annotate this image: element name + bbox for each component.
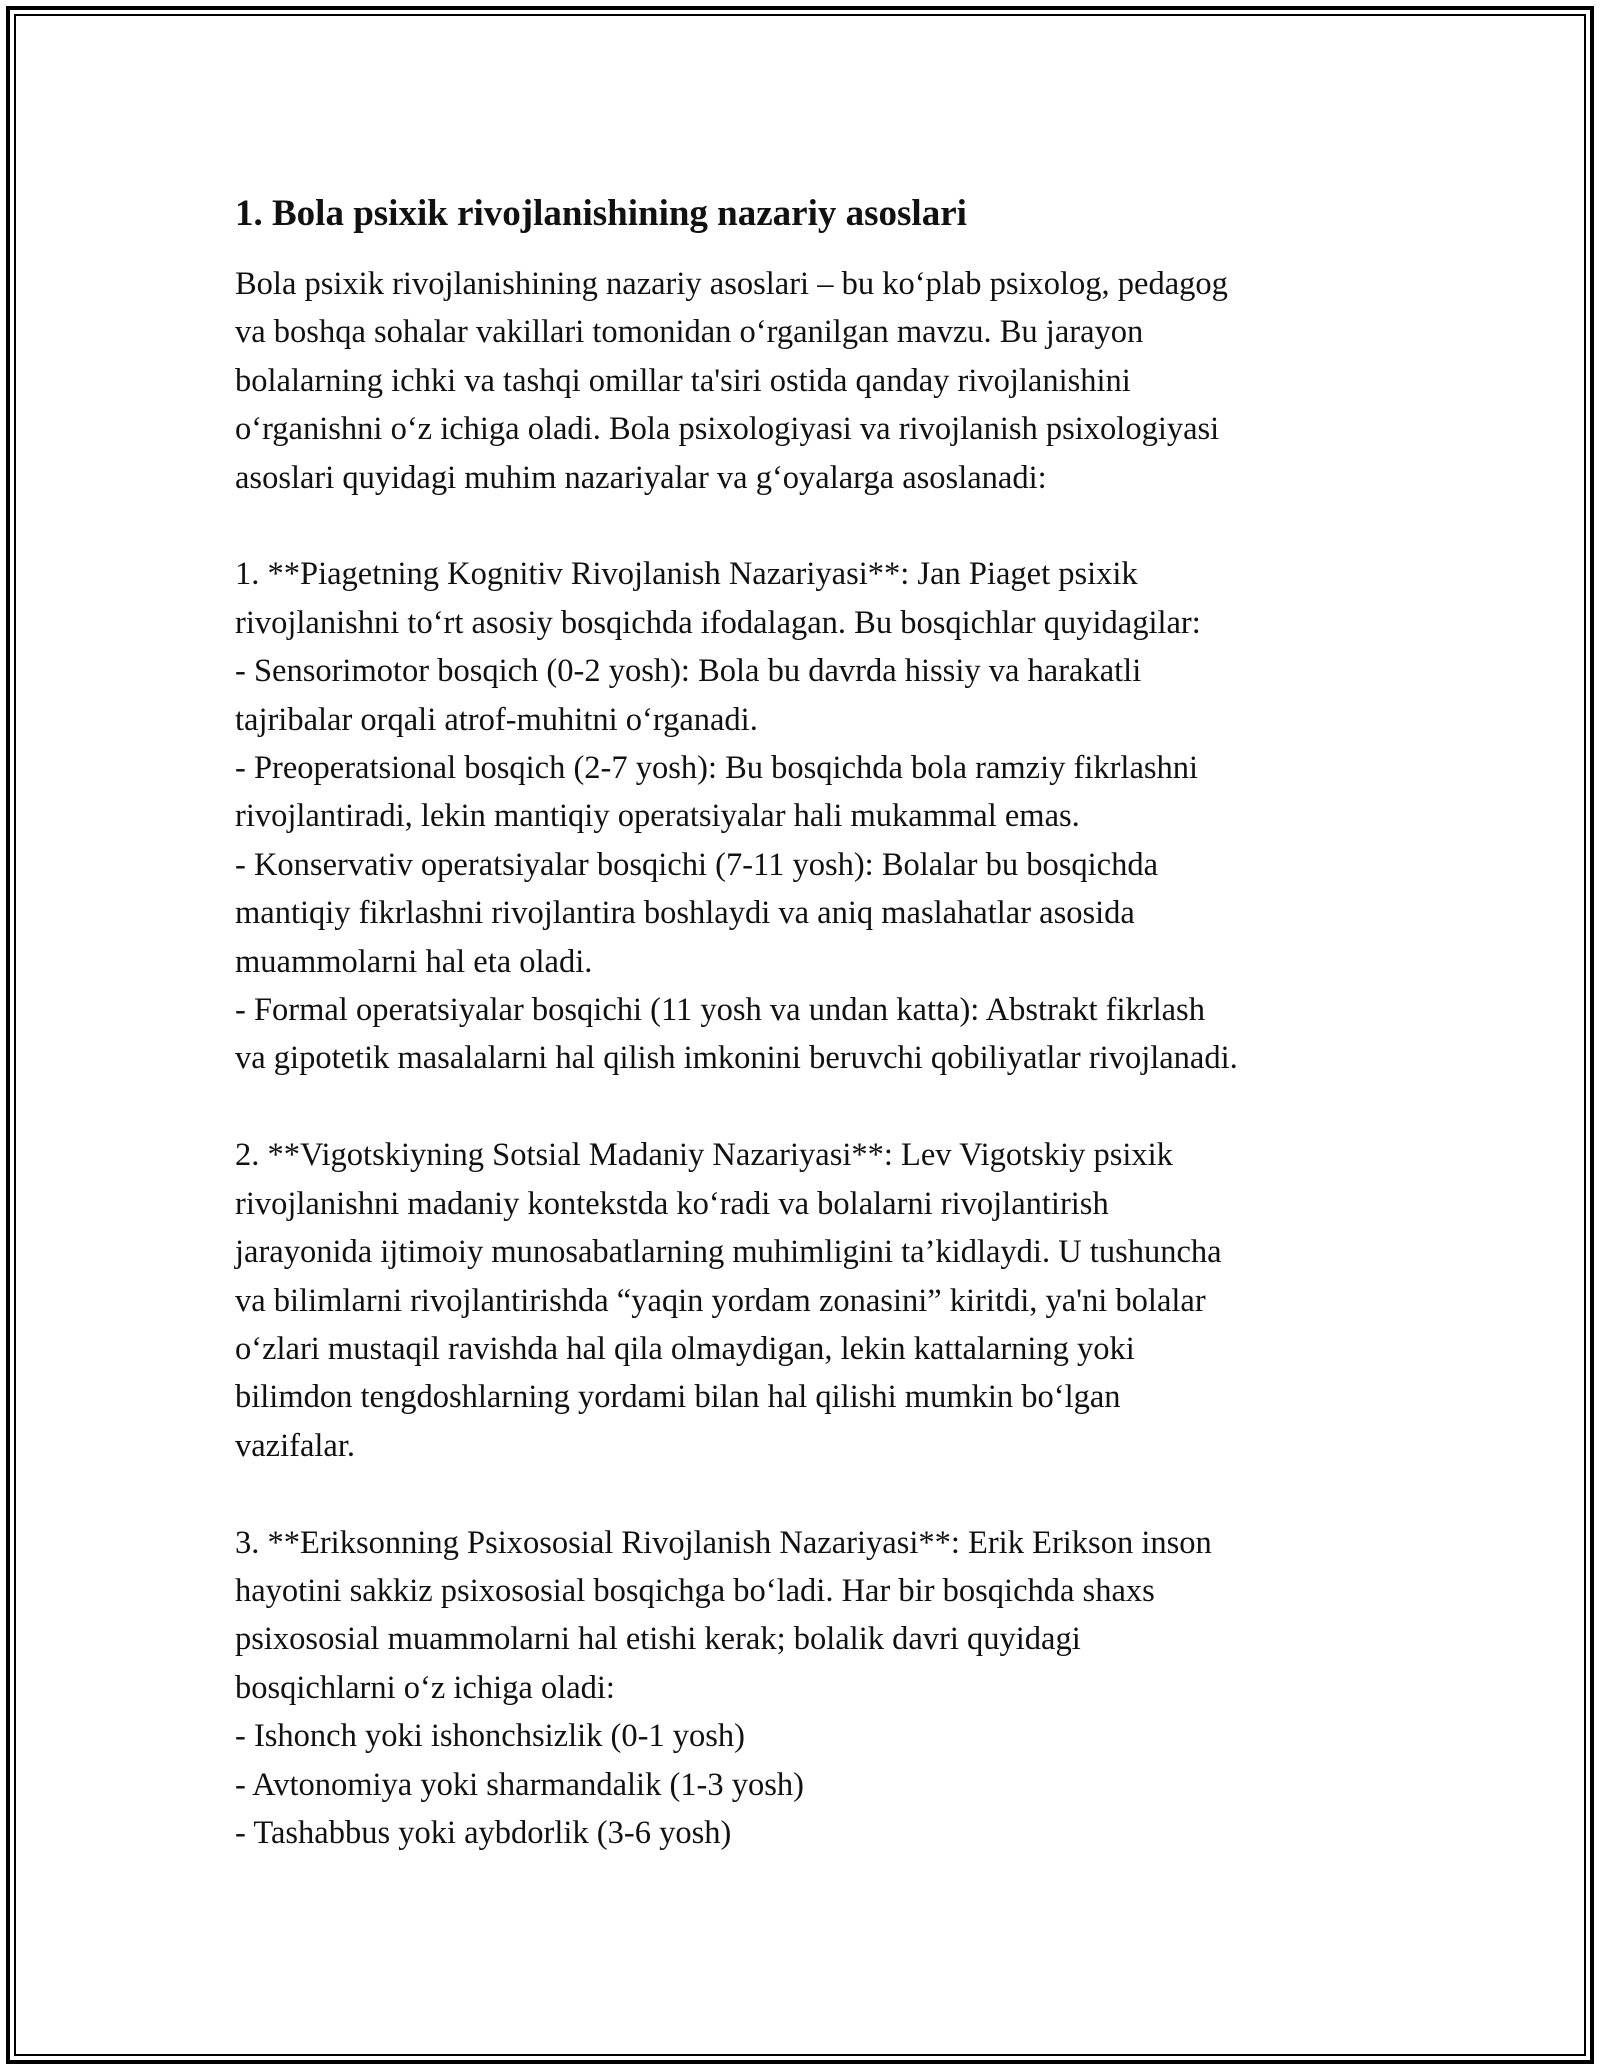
paragraph-gap (235, 1470, 1385, 1518)
intro-paragraph: Bola psixik rivojlanishining nazariy asoslari – bu koʻplab psixolog, pedagog va boshqa sohalar vakillari tomonidan oʻrganilgan mavzu. Bu jarayon bolalarning ichki va tashqi omillar ta'siri ostida qanday rivojlanishini oʻrganishni oʻz ichiga oladi. Bola psixologiyasi va rivojlanish psixologiyasi asoslari quyidagi muhim nazariyalar va gʻoyalarga asoslanadi: (235, 266, 1228, 496)
piaget-paragraph: 1. **Piagetning Kognitiv Rivojlanish Nazariyasi**: Jan Piaget psixik rivojlanishni toʻrt asosiy bosqichda ifodalagan. Bu bosqichlar quyidagilar: - Sensorimotor bosqich (0-2 yosh): Bola bu davrda hissiy va harakatli tajribalar orqali atrof-muhitni oʻrganadi. - Preoperatsional bosqich (2-7 yosh): Bu bosqichda bola ramziy fikrlashni rivojlantiradi, lekin mantiqiy operatsiyalar hali mukammal emas. - Konservativ operatsiyalar bosqichi (7-11 yosh): Bolalar bu bosqichda mantiqiy fikrlashni rivojlantira boshlaydi va aniq maslahatlar asosida muammolarni hal eta oladi. - Formal operatsiyalar bosqichi (11 yosh va undan katta): Abstrakt fikrlash va gipotetik masalalarni hal qilish imkonini beruvchi qobiliyatlar rivojlanadi. (235, 556, 1238, 1077)
erikson-paragraph: 3. **Eriksonning Psixososial Rivojlanish Nazariyasi**: Erik Erikson inson hayotini sakkiz psixososial bosqichga boʻladi. Har bir bosqichda shaxs psixososial muammolarni hal etishi kerak; bolalik davri quyidagi bosqichlarni oʻz ichiga oladi: - Ishonch yoki ishonchsizlik (0-1 yosh) - Avtonomiya yoki sharmandalik (1-3 yosh) - Tashabbus yoki aybdorlik (3-6 yosh) (235, 1524, 1212, 1851)
section-heading: 1. Bola psixik rivojlanishining nazariy asoslari (235, 193, 967, 234)
vygotsky-paragraph: 2. **Vigotskiyning Sotsial Madaniy Nazariyasi**: Lev Vigotskiy psixik rivojlanishni madaniy kontekstda koʻradi va bolalarni rivojlantirish jarayonida ijtimoiy munosabatlarning muhimligini ta’kidlaydi. U tushuncha va bilimlarni rivojlantirishda “yaqin yordam zonasini” kiritdi, ya'ni bolalar oʻzlari mustaqil ravishda hal qila olmaydigan, lekin kattalarning yoki bilimdon tengdoshlarning yordami bilan hal qilishi mumkin boʻlgan vazifalar. (235, 1137, 1222, 1464)
paragraph-gap (235, 1083, 1385, 1131)
paragraph-gap (235, 502, 1385, 550)
document-body (235, 190, 1385, 1857)
